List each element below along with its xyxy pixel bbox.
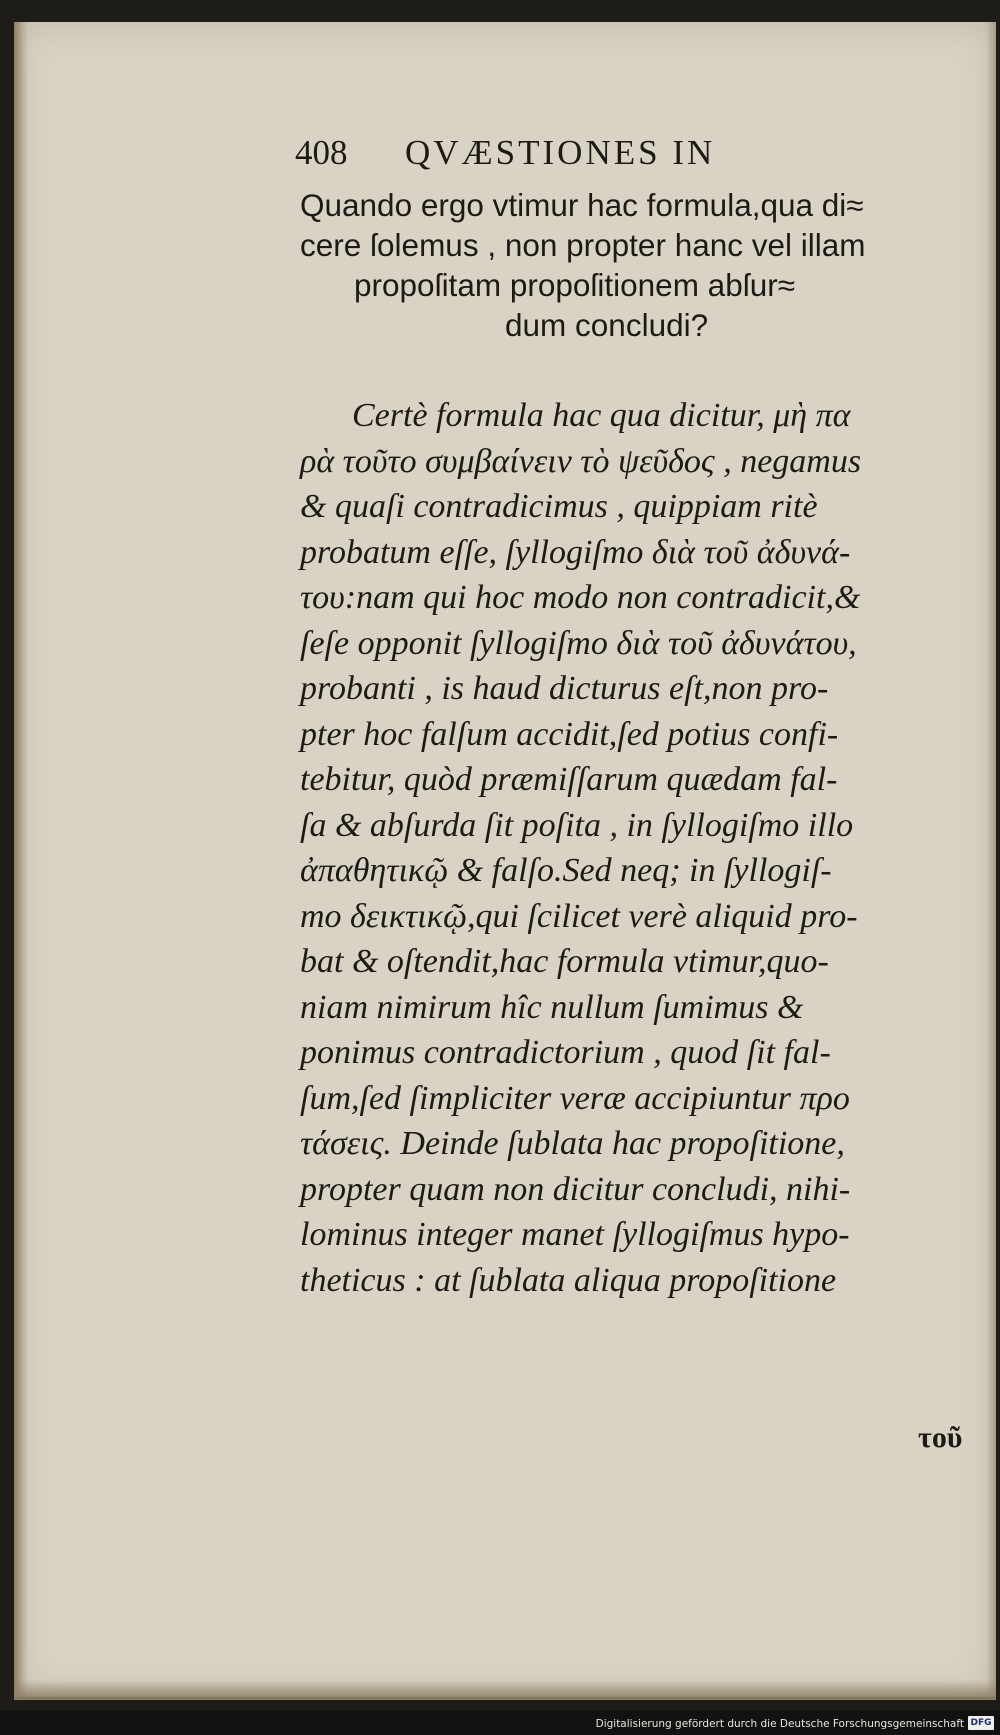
heading-line: propoſitam propoſitionem abſur≈ bbox=[354, 267, 796, 303]
page-number: 408 bbox=[295, 133, 348, 172]
body-line: ρὰ τοῦτο συμβαίνειν τὸ ψεῦδος , negamus bbox=[300, 442, 862, 480]
heading-line: Quando ergo vtimur hac formula,qua di≈ bbox=[300, 187, 864, 223]
body-line: bat & oſtendit,hac formula vtimur,quo- bbox=[300, 943, 829, 980]
body-line: mo δεικτικῷ,qui ſcilicet verè aliquid pro- bbox=[300, 897, 858, 935]
body-line: ἀπαθητικῷ & falſo.Sed neq; in ſyllogiſ- bbox=[300, 852, 832, 889]
heading-line: cere ſolemus , non propter hanc vel illam bbox=[300, 227, 866, 263]
dfg-logo-icon: DFG bbox=[968, 1716, 994, 1730]
body-line: & quaſi contradicimus , quippiam ritè bbox=[300, 488, 818, 525]
body-line: tebitur, quòd præmiſſarum quædam fal- bbox=[300, 761, 838, 798]
digitization-credit: Digitalisierung gefördert durch die Deutsche Forschungsgemeinschaft bbox=[595, 1718, 964, 1730]
body-text bbox=[300, 393, 960, 1303]
page-right-edge bbox=[986, 22, 996, 1697]
body-line: του:nam qui hoc modo non contradicit,& bbox=[300, 579, 861, 616]
catchword: τοῦ bbox=[918, 1421, 963, 1454]
heading-line: dum concludi? bbox=[505, 307, 709, 343]
body-line: niam nimirum hîc nullum ſumimus & bbox=[300, 988, 804, 1026]
running-head bbox=[295, 128, 855, 178]
body-line: probatum eſſe, ſyllogiſmo διὰ τοῦ ἀδυνά- bbox=[300, 533, 851, 571]
body-line: ſeſe opponit ſyllogiſmo διὰ τοῦ ἀδυνάτου, bbox=[300, 624, 857, 662]
page-bottom-edge bbox=[14, 1680, 996, 1700]
body-line: ſa & abſurda ſit poſita , in ſyllogiſmo illo bbox=[300, 806, 854, 844]
body-line: probanti , is haud dicturus eſt,non pro- bbox=[300, 670, 829, 707]
body-line: ſum,ſed ſimpliciter veræ accipiuntur προ bbox=[300, 1079, 850, 1117]
body-line: lominus integer manet ſyllogiſmus hypo- bbox=[300, 1216, 850, 1253]
body-line: theticus : at ſublata aliqua propoſitione bbox=[300, 1261, 837, 1299]
running-title: QVÆSTIONES IN bbox=[405, 133, 716, 172]
body-line: τάσεις. Deinde ſublata hac propoſitione, bbox=[300, 1125, 845, 1162]
question-heading bbox=[300, 185, 960, 345]
page-gutter-shadow bbox=[14, 22, 28, 1697]
body-line: Certè formula hac qua dicitur, μὴ πα bbox=[352, 397, 851, 434]
body-line: propter quam non dicitur concludi, nihi- bbox=[300, 1170, 851, 1208]
body-line: pter hoc falſum accidit,ſed potius confi- bbox=[300, 715, 839, 753]
body-line: ponimus contradictorium , quod ſit fal- bbox=[300, 1034, 831, 1071]
